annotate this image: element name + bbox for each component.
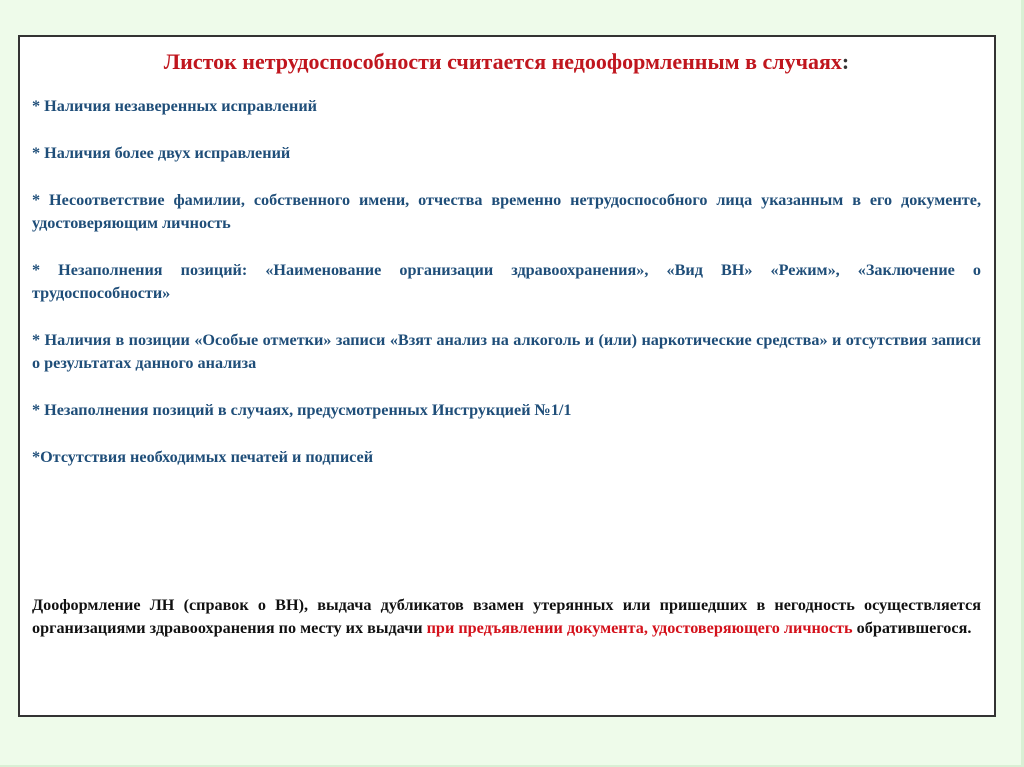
- slide-title-text: Листок нетрудоспособности считается недооформленным в случаях: [163, 49, 842, 74]
- condition-item-4: * Незаполнения позиций: «Наименование организации здравоохранения», «Вид ВН» «Режим», «Заключение о трудоспособности»: [32, 261, 981, 302]
- slide-title: [32, 49, 981, 75]
- reissue-note: [32, 594, 981, 640]
- condition-item-7: *Отсутствия необходимых печатей и подписей: [32, 448, 374, 466]
- condition-item-3: * Несоответствие фамилии, собственного имени, отчества временно нетрудоспособного лица указанным в его документе, удостоверяющим личность: [32, 191, 981, 232]
- reissue-note-text-after: обратившегося.: [852, 619, 972, 637]
- conditions-list: [32, 95, 981, 469]
- condition-item-5: * Наличия в позиции «Особые отметки» записи «Взят анализ на алкоголь и (или) наркотические средства» и отсутствия записи о результатах данного анализа: [32, 331, 981, 372]
- content-box: [18, 35, 996, 717]
- condition-item-6: * Незаполнения позиций в случаях, предусмотренных Инструкцией №1/1: [32, 401, 572, 419]
- condition-item-1: * Наличия незаверенных исправлений: [32, 97, 318, 115]
- condition-item-2: * Наличия более двух исправлений: [32, 144, 291, 162]
- reissue-note-highlight: при предъявлении документа, удостоверяющего личность: [426, 619, 853, 637]
- slide-title-colon: :: [841, 49, 850, 74]
- reissue-note-text-before: Дооформление ЛН (справок о ВН), выдача дубликатов взамен утерянных или пришедших в негодность осуществляется организациями здравоохранения по месту их выдачи: [32, 596, 981, 637]
